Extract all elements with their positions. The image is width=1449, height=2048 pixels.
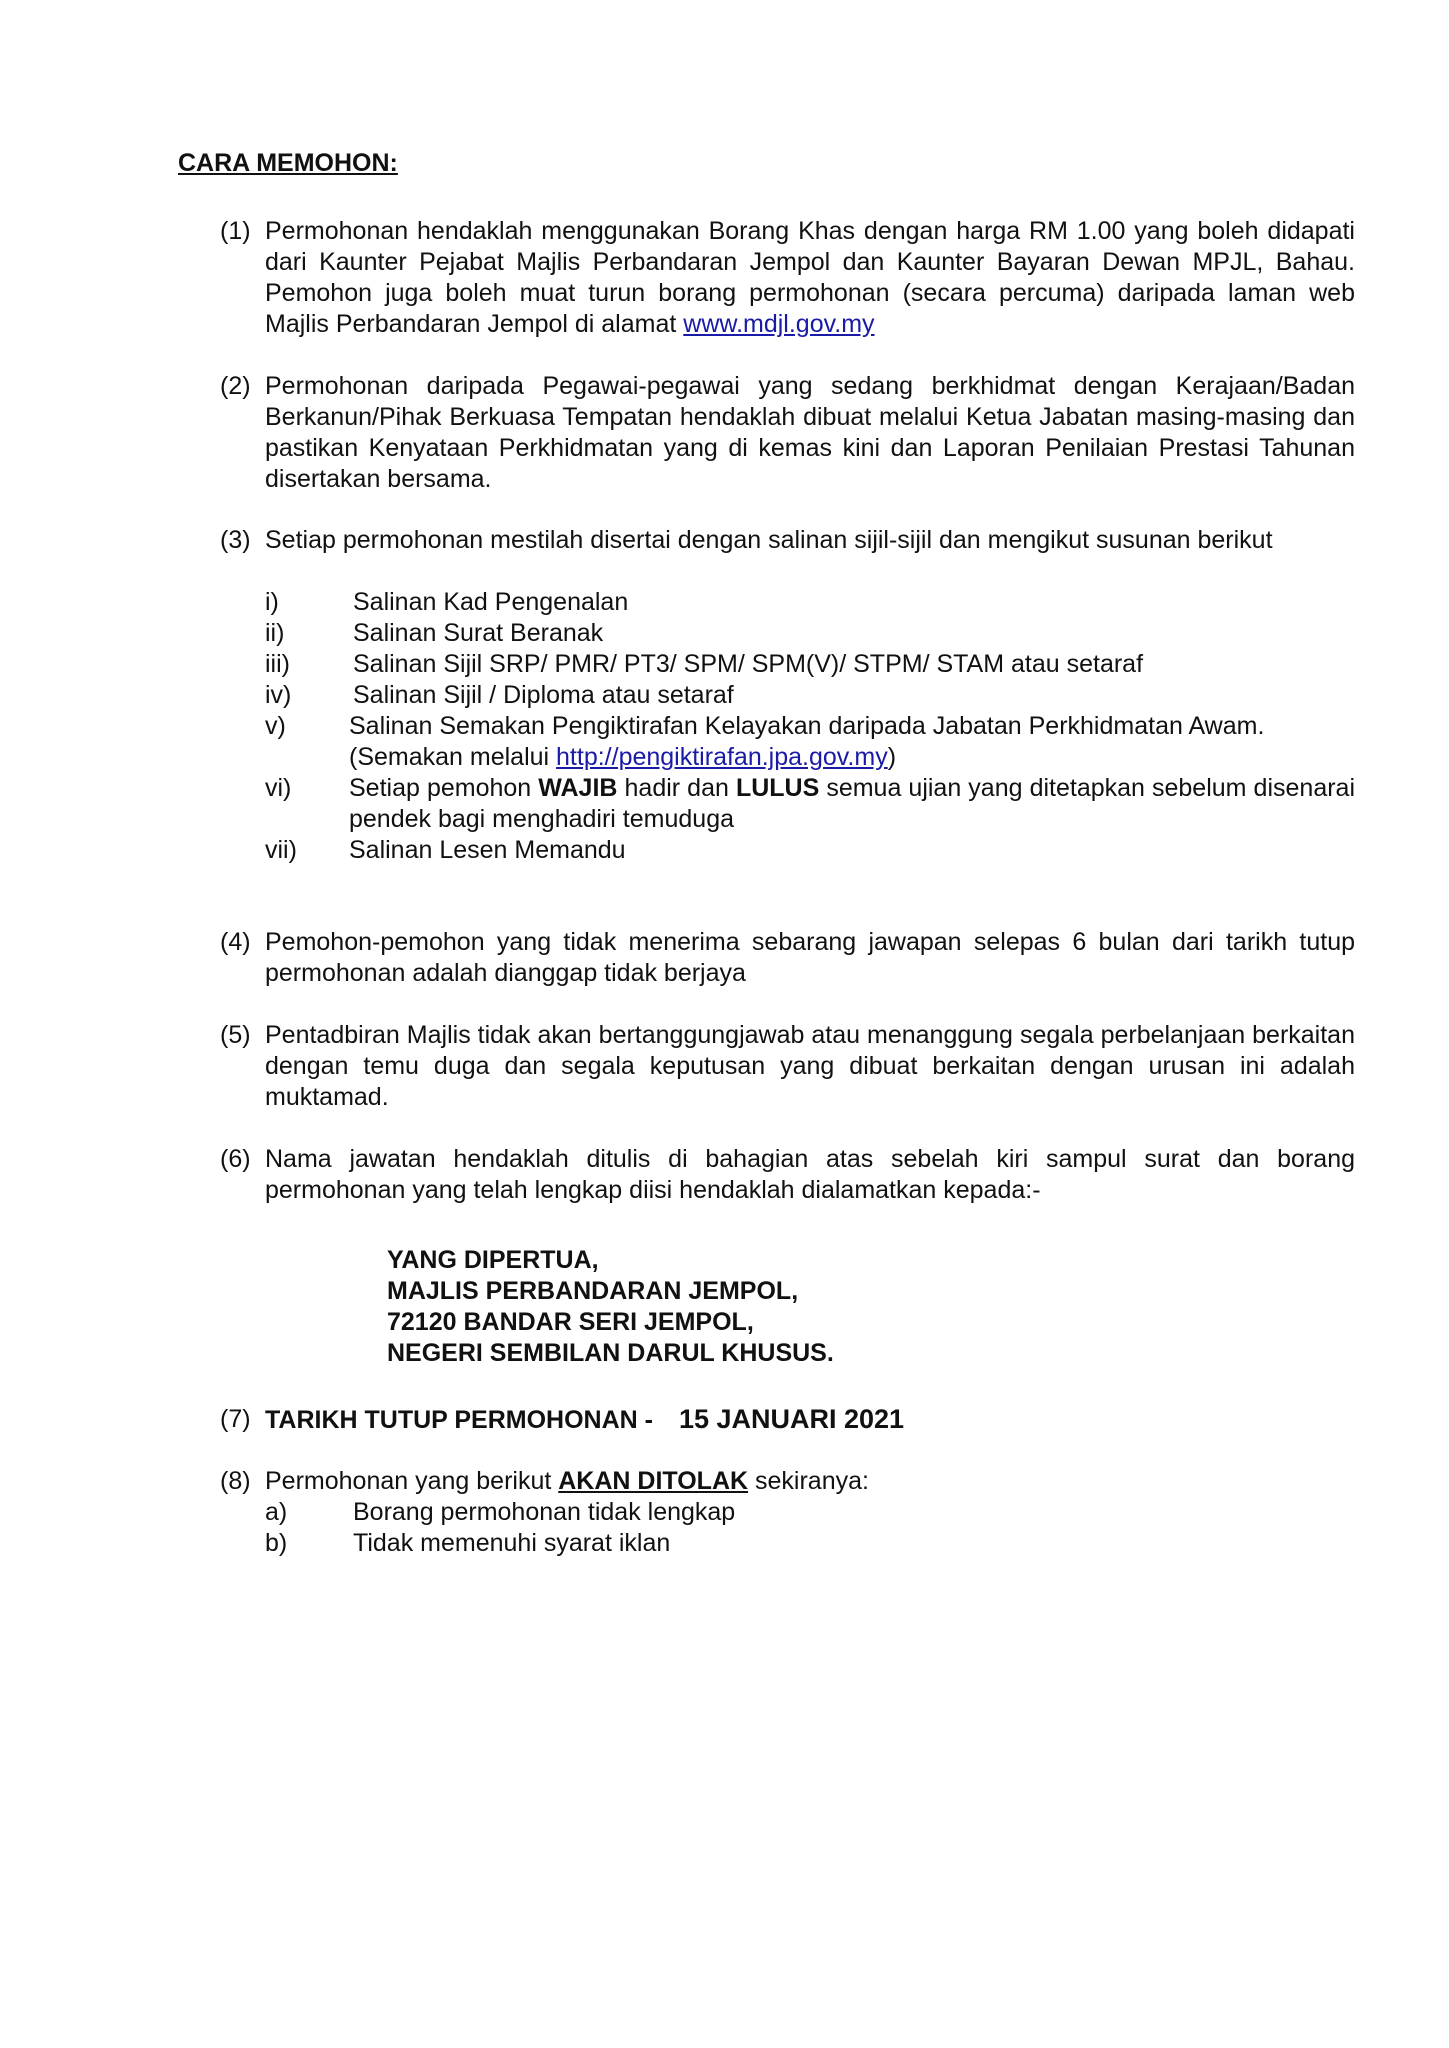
sub-item-text: (Semakan melalui (349, 743, 557, 771)
sub-item-text: ) (887, 743, 897, 771)
item-text: Permohonan daripada Pegawai-pegawai yang sedang berkhidmat dengan Kerajaan/Badan Berkanun/Pihak Berkuasa Tempatan hendaklah dibuat melalui Ketua Jabatan masing-masing dan pastikan Kenyataan Perkhidmatan yang di kemas kini dan Laporan Penilaian Prestasi Tahunan disertakan bersama. (265, 372, 1355, 493)
sub-item (265, 835, 1355, 866)
sub-item-text: Salinan Lesen Memandu (349, 836, 626, 864)
sub-item (265, 618, 1355, 649)
list-item-8 (220, 1466, 1355, 1559)
sub-item-text: Salinan Semakan Pengiktirafan Kelayakan daripada Jabatan Perkhidmatan Awam. (349, 712, 1265, 740)
item-number: (5) (220, 1021, 251, 1049)
sub-item-text: Salinan Kad Pengenalan (353, 588, 629, 616)
item-text: sekiranya: (748, 1467, 869, 1495)
item-text: Pemohon-pemohon yang tidak menerima sebarang jawapan selepas 6 bulan dari tarikh tutup permohonan adalah dianggap tidak berjaya (265, 928, 1355, 987)
list-item-1 (220, 216, 1355, 340)
list-item-4 (220, 927, 1355, 989)
sub-item-text: Borang permohonan tidak lengkap (353, 1498, 736, 1526)
address-line: NEGERI SEMBILAN DARUL KHUSUS. (387, 1339, 834, 1367)
address-line: 72120 BANDAR SERI JEMPOL, (387, 1308, 754, 1336)
list-item-6 (220, 1144, 1355, 1206)
item-text: Permohonan yang berikut (265, 1467, 559, 1495)
sub-item-text: Salinan Sijil SRP/ PMR/ PT3/ SPM/ SPM(V)/ STPM/ STAM atau setaraf (353, 650, 1144, 678)
sub-item-marker: iv) (265, 681, 292, 709)
section-heading: CARA MEMOHON: (178, 149, 398, 177)
sub-item-text: semua ujian yang ditetapkan sebelum disenarai pendek bagi menghadiri temuduga (349, 774, 1356, 833)
list-item-7 (220, 1404, 1355, 1436)
sub-item-marker: a) (265, 1498, 288, 1526)
closing-date-label: TARIKH TUTUP PERMOHONAN - (265, 1406, 653, 1434)
sub-item-marker: ii) (265, 619, 285, 647)
sub-item-text: hadir dan (617, 774, 736, 802)
item-number: (7) (220, 1405, 251, 1433)
item-text: Nama jawatan hendaklah ditulis di bahagian atas sebelah kiri sampul surat dan borang permohonan yang telah lengkap diisi hendaklah dialamatkan kepada:- (265, 1145, 1355, 1204)
item-number: (6) (220, 1145, 251, 1173)
list-item-3 (220, 525, 1355, 556)
item-number: (2) (220, 372, 251, 400)
emphasis-rejected: AKAN DITOLAK (558, 1467, 749, 1495)
item-number: (4) (220, 928, 251, 956)
jpa-link[interactable]: http://pengiktirafan.jpa.gov.my (556, 743, 888, 771)
sub-item-text: Salinan Surat Beranak (353, 619, 604, 647)
sub-item (265, 1497, 1355, 1528)
emphasis-lulus: LULUS (735, 774, 820, 802)
sub-item-marker: iii) (265, 650, 290, 678)
sub-item-marker: vi) (265, 774, 292, 802)
item-text: Permohonan hendaklah menggunakan Borang Khas dengan harga RM 1.00 yang boleh didapati dari Kaunter Pejabat Majlis Perbandaran Jempol dan Kaunter Bayaran Dewan MPJL, Bahau. Pemohon juga boleh muat turun borang permohonan (secara percuma) daripada laman web Majlis Perbandaran Jempol di alamat (265, 217, 1355, 338)
item-number: (3) (220, 526, 251, 554)
sub-item (265, 711, 1355, 773)
item-number: (8) (220, 1467, 251, 1495)
address-line: MAJLIS PERBANDARAN JEMPOL, (387, 1277, 799, 1305)
item-text: Setiap permohonan mestilah disertai dengan salinan sijil-sijil dan mengikut susunan berikut (265, 526, 1273, 554)
sub-item (265, 773, 1355, 835)
mailing-address (387, 1245, 834, 1369)
sub-item (265, 680, 1355, 711)
sub-item-text: Salinan Sijil / Diploma atau setaraf (353, 681, 734, 709)
document-checklist (220, 587, 1355, 866)
sub-item (265, 1528, 1355, 1559)
sub-item-marker: b) (265, 1529, 288, 1557)
sub-item-marker: v) (265, 712, 286, 740)
address-line: YANG DIPERTUA, (387, 1246, 599, 1274)
sub-item (265, 587, 1355, 618)
sub-item-marker: vii) (265, 836, 297, 864)
item-text: Pentadbiran Majlis tidak akan bertanggungjawab atau menanggung segala perbelanjaan berkaitan dengan temu duga dan segala keputusan yang dibuat berkaitan dengan urusan ini adalah muktamad. (265, 1021, 1355, 1111)
list-item-2 (220, 371, 1355, 495)
sub-item-text: Tidak memenuhi syarat iklan (353, 1529, 671, 1557)
website-link[interactable]: www.mdjl.gov.my (683, 310, 875, 338)
closing-date: 15 JANUARI 2021 (678, 1404, 905, 1434)
sub-item-marker: i) (265, 588, 279, 616)
sub-item-text: Setiap pemohon (349, 774, 539, 802)
item-number: (1) (220, 217, 251, 245)
sub-item (265, 649, 1355, 680)
emphasis-wajib: WAJIB (538, 774, 618, 802)
list-item-5 (220, 1020, 1355, 1113)
